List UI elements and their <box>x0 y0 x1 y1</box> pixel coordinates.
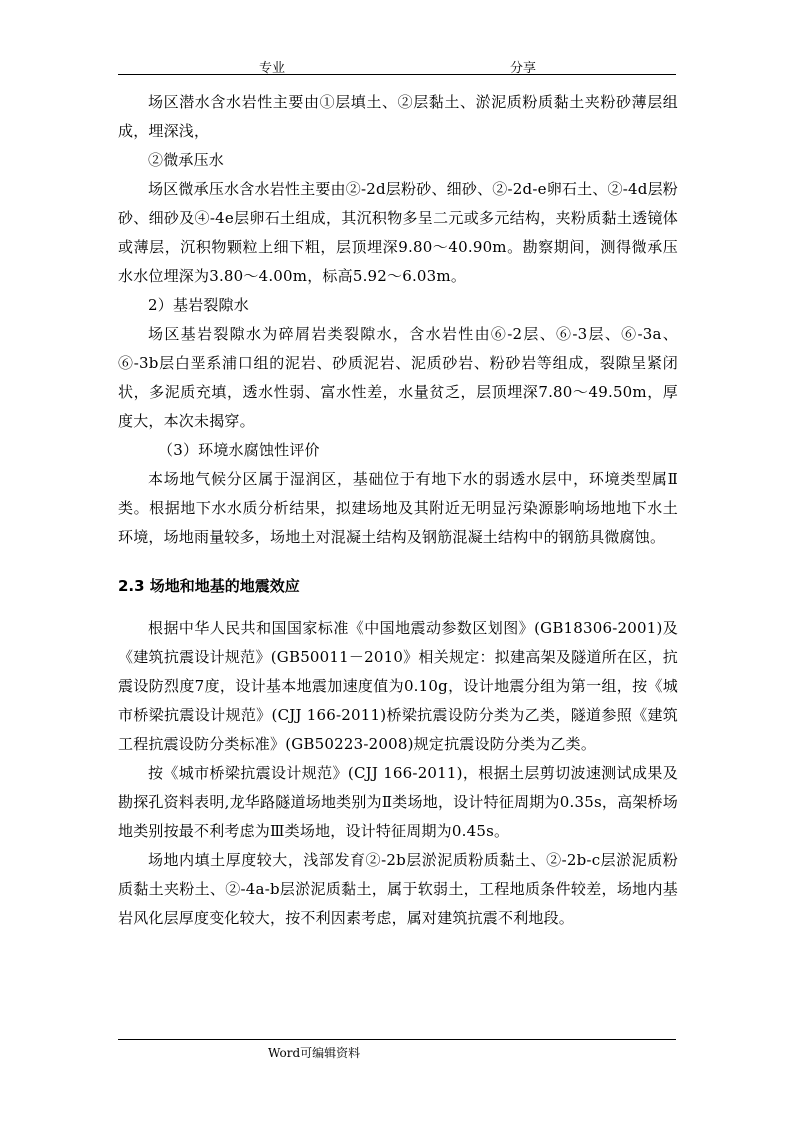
subheading-corrosion: （3）环境水腐蚀性评价 <box>158 441 320 459</box>
subheading-bedrock-water: 2）基岩裂隙水 <box>148 296 249 314</box>
paragraph-seismic-standards: 根据中华人民共和国国家标准《中国地震动参数区划图》(GB18306-2001)及《建筑抗震设计规范》(GB50011－2010》相关规定：拟建高架及隧道所在区，抗震设防烈度7度，设计基本地震加速度值为0.10g，设计地震分组为第一组，按《城市桥梁抗震设计规范》(CJJ 166-2011)桥梁抗震设防分类为乙类，隧道参照《建筑工程抗震设防分类标准》(GB50223-2008)规定抗震设防分类为乙类。 <box>118 619 678 753</box>
document-body <box>118 88 678 933</box>
header-right-text: 分享 <box>510 61 537 76</box>
page-header <box>118 52 676 75</box>
paragraph-micro-confined: 场区微承压水含水岩性主要由②-2d层粉砂、细砂、②-2d-e卵石土、②-4d层粉砂、细砂及④-4e层卵石土组成，其沉积物多呈二元或多元结构，夹粉质黏土透镜体或薄层，沉积物颗粒上细下粗，层顶埋深9.80～40.90m。勘察期间，测得微承压水水位埋深为3.80～4.00m，标高5.92～6.03m。 <box>118 180 678 285</box>
paragraph-soft-soil: 场地内填土厚度较大，浅部发育②-2b层淤泥质粉质黏土、②-2b-c层淤泥质粉质黏土夹粉土、②-4a-b层淤泥质黏土，属于软弱土，工程地质条件较差，场地内基岩风化层厚度变化较大，按不利因素考虑，属对建筑抗震不利地段。 <box>118 851 678 927</box>
paragraph-phreatic-aquifer: 场区潜水含水岩性主要由①层填土、②层黏土、淤泥质粉质黏土夹粉砂薄层组成，埋深浅， <box>118 93 678 140</box>
paragraph-site-class: 按《城市桥梁抗震设计规范》(CJJ 166-2011)，根据土层剪切波速测试成果及勘探孔资料表明,龙华路隧道场地类别为Ⅱ类场地，设计特征周期为0.35s，高架桥场地类别按最不利考虑为Ⅲ类场地，设计特征周期为0.45s。 <box>118 764 678 840</box>
section-heading-seismic: 2.3 场地和地基的地震效应 <box>118 577 300 595</box>
page-footer <box>118 1039 676 1060</box>
subheading-micro-confined: ②微承压水 <box>148 151 225 169</box>
paragraph-corrosion: 本场地气候分区属于湿润区，基础位于有地下水的弱透水层中，环境类型属Ⅱ类。根据地下水水质分析结果，拟建场地及其附近无明显污染源影响场地地下水土环境，场地雨量较多，场地土对混凝土结构及钢筋混凝土结构中的钢筋具微腐蚀。 <box>118 470 678 546</box>
footer-text: Word可编辑资料 <box>268 1046 361 1060</box>
header-left-text: 专业 <box>259 61 286 76</box>
paragraph-bedrock-water: 场区基岩裂隙水为碎屑岩类裂隙水，含水岩性由⑥-2层、⑥-3层、⑥-3a、⑥-3b层白垩系浦口组的泥岩、砂质泥岩、泥质砂岩、粉砂岩等组成，裂隙呈紧闭状，多泥质充填，透水性弱、富水性差，水量贫乏，层顶埋深7.80～49.50m，厚度大，本次未揭穿。 <box>118 325 678 430</box>
